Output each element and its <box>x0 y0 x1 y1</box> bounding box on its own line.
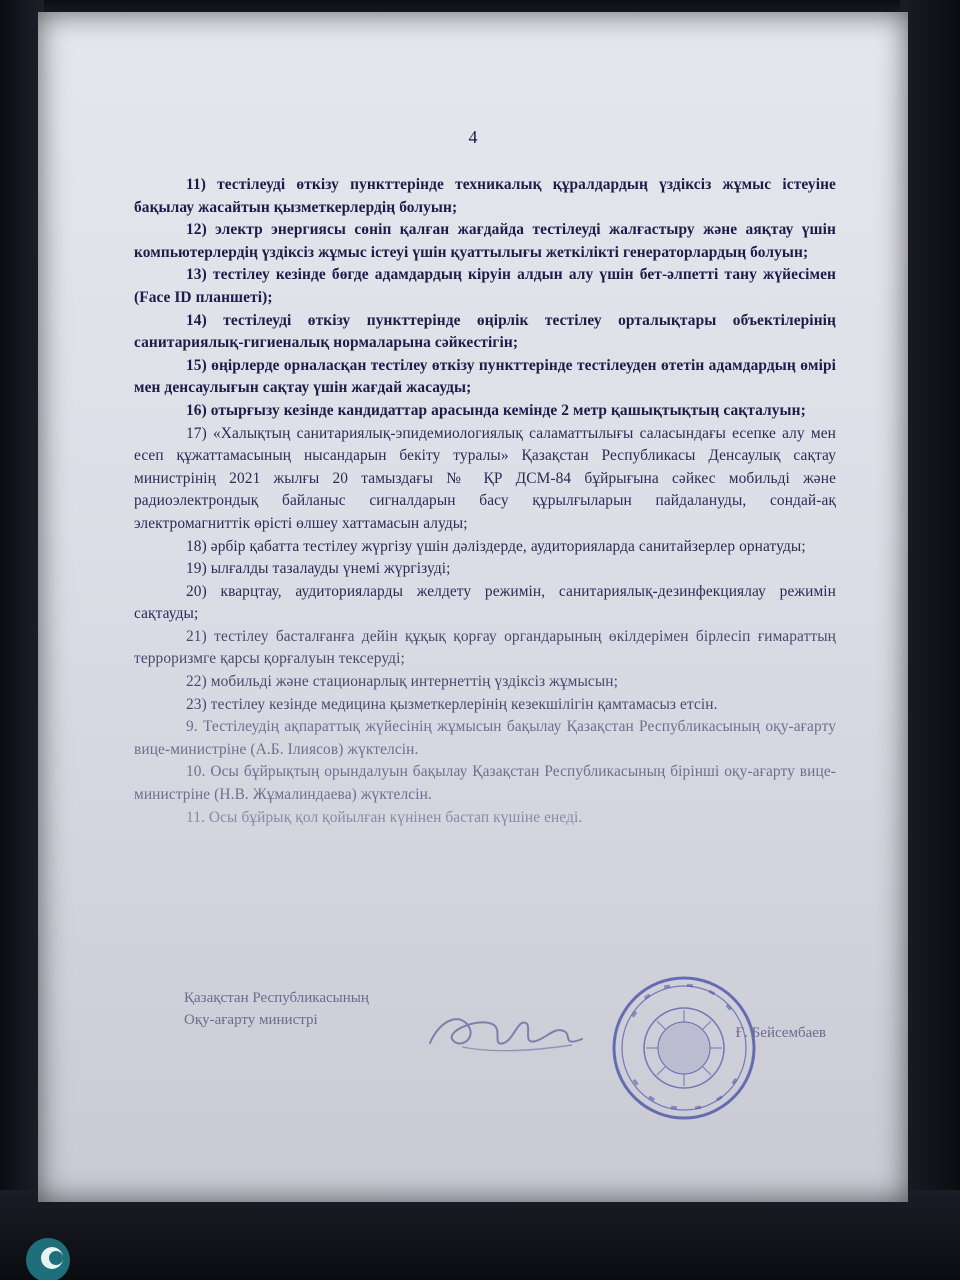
paragraph-item-23: 23) тестілеу кезінде медицина қызметкерлерінің кезекшілігін қамтамасыз етсін. <box>186 695 718 713</box>
document-page <box>38 12 908 1202</box>
paragraph-item-13: 13) тестілеу кезінде бөгде адамдардың кіруін алдын алу үшін бет-әлпетті тану жүйесімен (Face ID планшеті); <box>134 266 836 306</box>
paragraph-item-19: 19) ылғалды тазалауды үнемі жүргізуді; <box>186 560 451 578</box>
monitor-bezel-bottom <box>0 1190 960 1280</box>
page-number: 4 <box>468 127 478 147</box>
paragraph-item-11: 11) тестілеуді өткізу пункттерінде техникалық құралдардың үздіксіз жұмыс істеуіне бақылау жасайтын қызметкерлердің болуын; <box>134 176 836 216</box>
signature-block <box>184 987 834 1147</box>
paragraph-item-21: 21) тестілеу басталғанға дейін құқық қорғау органдарының өкілдерімен бірлесіп ғимараттың терроризмге қарсы қорғалуын тексеруді; <box>134 627 836 668</box>
corner-app-logo-icon <box>18 1228 78 1280</box>
clause-10: 10. Осы бұйрықтың орындалуын бақылау Қазақстан Республикасының бірінші оқу-ағарту вице-министріне (Н.В. Жұмалиндаева) жүктелсін. <box>134 763 836 804</box>
clause-11: 11. Осы бұйрық қол қойылған күнінен бастап күшіне енеді. <box>186 808 583 826</box>
document-body <box>134 174 836 829</box>
paragraph-item-12: 12) электр энергиясы сөніп қалған жағдайда тестілеуді жалғастыру және аяқтау үшін компьютерлердің үздіксіз жұмыс істеуі үшін қуаттылығы жеткілікті генераторлардың болуын; <box>134 221 836 261</box>
official-seal <box>609 973 759 1123</box>
paragraph-item-16: 16) отырғызу кезінде кандидаттар арасында кемінде 2 метр қашықтықтың сақталуын; <box>186 401 806 419</box>
paragraph-item-18: 18) әрбір қабатта тестілеу жүргізу үшін дәліздерде, аудиторияларда санитайзерлер орнатуды; <box>186 537 806 555</box>
clause-9: 9. Тестілеудің ақпараттық жүйесінің жұмысын бақылау Қазақстан Республикасының оқу-ағарту вице-министріне (А.Б. Ілиясов) жүктелсін. <box>134 718 836 758</box>
signatory-name: Ғ. Бейсембаев <box>735 1025 826 1041</box>
paragraph-item-15: 15) өңірлерде орналасқан тестілеу өткізу пункттерінде тестілеуден өтетін адамдардың өмірі мен денсаулығын сақтау үшін жағдай жасауды; <box>134 356 836 397</box>
signatory-title-line1: Қазақстан Республикасының <box>184 990 369 1006</box>
monitor-bezel-right <box>900 0 960 1280</box>
paragraph-item-17: 17) «Халықтың санитариялық-эпидемиологиялық саламаттылығы саласындағы есепке алу мен есеп құжаттамасының нысандарын бекіту туралы» Қазақстан Республикасы Денсаулық сақтау министрінің 2021 жылғы 20 тамыздағы № ҚР ДСМ-84 бұйрығына сәйкес мобильді және радиоэлектрондық байланыс сигналдарын басу құрылғыларын пайдалануды, сондай-ақ электромагниттік өрісті өлшеу хаттамасын алуды; <box>134 424 836 532</box>
handwritten-signature <box>422 999 592 1059</box>
signatory-title <box>184 987 369 1031</box>
paragraph-item-20: 20) кварцтау, аудиторияларды желдету режимін, санитариялық-дезинфекциялау режимін сақтауды; <box>134 582 836 623</box>
paragraph-item-22: 22) мобильді және стационарлық интернеттің үздіксіз жұмысын; <box>186 673 618 691</box>
signatory-title-line2: Оқу-ағарту министрі <box>184 1012 318 1028</box>
paragraph-item-14: 14) тестілеуді өткізу пункттерінде өңірлік тестілеу орталықтары объектілерінің санитариялық-гигиеналық нормаларына сәйкестігін; <box>134 311 836 352</box>
